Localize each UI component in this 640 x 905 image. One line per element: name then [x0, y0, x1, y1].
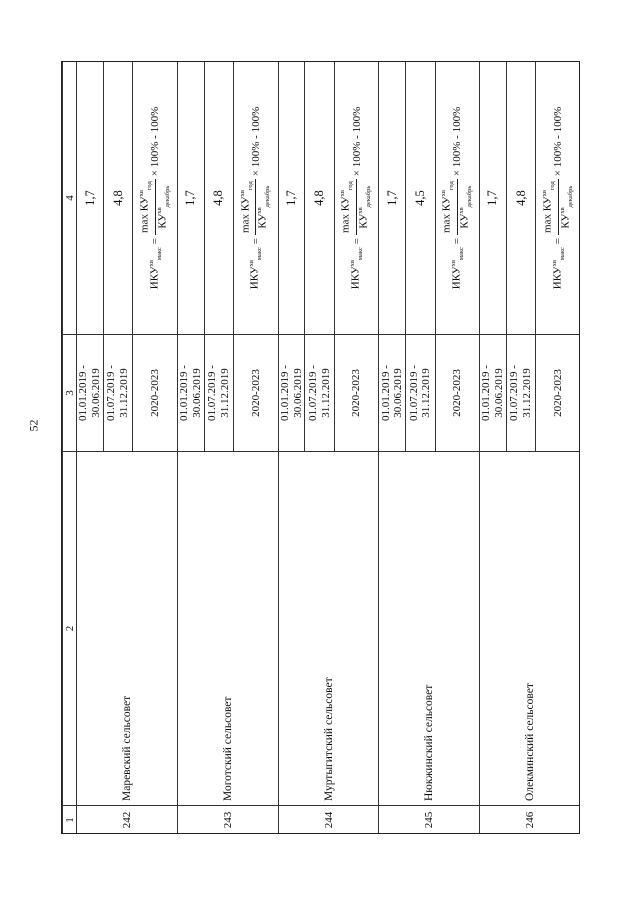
header-col-1: 1	[63, 806, 77, 835]
value-first-half: 1,7	[177, 62, 204, 335]
period-end: 30.06.2019	[291, 368, 304, 418]
period-end: 31.12.2019	[218, 368, 231, 418]
period-end: 31.12.2019	[420, 368, 433, 418]
formula-lhs: $ИКУ^{хв}_{макс}$	[349, 247, 364, 290]
period-start: 01.07.2019 -	[306, 365, 319, 421]
period-end: 30.06.2019	[190, 368, 203, 418]
table-row	[77, 62, 104, 835]
period-second-half	[204, 335, 233, 452]
row-number: 242	[77, 806, 178, 835]
period-start: 01.07.2019 -	[407, 365, 420, 421]
formula-numerator: $\max КУ^{хв}_{год}$	[240, 179, 257, 235]
formula-cell	[133, 62, 178, 335]
formula-cell	[334, 62, 379, 335]
period-start: 01.01.2019 -	[278, 365, 291, 421]
index-formula	[240, 107, 272, 290]
value-second-half: 4,8	[506, 62, 535, 335]
value-first-half: 1,7	[77, 62, 104, 335]
district-name: Моготский сельсовет	[177, 452, 278, 806]
formula-lhs: $ИКУ^{хв}_{макс}$	[550, 247, 566, 290]
value-first-half: 1,7	[379, 62, 406, 335]
row-number: 246	[480, 806, 580, 835]
period-first-half	[177, 335, 204, 452]
index-formula	[441, 107, 473, 290]
tariff-table-frame	[61, 61, 580, 834]
period-range: 2020-2023	[234, 335, 279, 452]
period-end: 30.06.2019	[392, 368, 405, 418]
period-range: 2020-2023	[133, 335, 178, 452]
period-range: 2020-2023	[536, 335, 580, 452]
table-row	[177, 62, 204, 835]
index-formula	[139, 107, 171, 290]
formula-denominator: $КУ^{хв}_{декабрь}$	[155, 185, 171, 229]
formula-numerator: $\max КУ^{хв}_{год}$	[542, 179, 559, 235]
header-col-2: 2	[63, 452, 77, 806]
value-second-half: 4,8	[305, 62, 334, 335]
index-formula	[542, 107, 574, 290]
period-start: 01.01.2019 -	[77, 365, 90, 421]
formula-cell	[435, 62, 480, 335]
formula-fraction	[340, 179, 372, 235]
formula-fraction	[240, 179, 272, 235]
period-second-half	[406, 335, 435, 452]
table-row	[379, 62, 406, 835]
district-name: Нюкжинский сельсовет	[379, 452, 480, 806]
period-start: 01.01.2019 -	[379, 365, 392, 421]
period-start: 01.01.2019 -	[480, 365, 493, 421]
row-number: 243	[177, 806, 278, 835]
formula-cell	[536, 62, 580, 335]
row-number: 245	[379, 806, 480, 835]
period-range: 2020-2023	[334, 335, 379, 452]
table-header-row	[63, 62, 77, 835]
formula-denominator: $КУ^{хв}_{декабрь}$	[256, 185, 272, 229]
formula-equals: =	[350, 238, 363, 245]
table-row	[278, 62, 305, 835]
period-end: 31.12.2019	[319, 368, 332, 418]
tariff-table	[62, 61, 580, 834]
formula-fraction	[139, 179, 171, 235]
formula-cell	[234, 62, 279, 335]
header-col-3: 3	[63, 335, 77, 452]
district-name: Муртыгитский сельсовет	[278, 452, 379, 806]
formula-tail: × 100% - 100%	[149, 106, 162, 177]
period-second-half	[305, 335, 334, 452]
formula-fraction	[441, 179, 473, 235]
formula-tail: × 100% - 100%	[350, 106, 363, 177]
formula-equals: =	[149, 238, 162, 245]
page-number: 52	[26, 419, 41, 432]
period-start: 01.07.2019 -	[508, 365, 521, 421]
formula-tail: × 100% - 100%	[552, 106, 565, 177]
district-name: Олекминский сельсовет	[480, 452, 580, 806]
value-second-half: 4,5	[406, 62, 435, 335]
formula-denominator: $КУ^{хв}_{декабрь}$	[558, 185, 574, 229]
value-first-half: 1,7	[480, 62, 507, 335]
value-second-half: 4,8	[103, 62, 132, 335]
period-end: 30.06.2019	[90, 368, 103, 418]
value-first-half: 1,7	[278, 62, 305, 335]
period-start: 01.07.2019 -	[206, 365, 219, 421]
formula-fraction	[542, 179, 574, 235]
formula-numerator: $\max КУ^{хв}_{год}$	[139, 179, 156, 235]
header-col-4: 4	[63, 62, 77, 335]
formula-denominator: $КУ^{хв}_{декабрь}$	[457, 185, 473, 229]
formula-numerator: $\max КУ^{хв}_{год}$	[441, 179, 458, 235]
formula-equals: =	[451, 238, 464, 245]
period-first-half	[379, 335, 406, 452]
formula-equals: =	[249, 238, 262, 245]
period-end: 30.06.2019	[492, 368, 505, 418]
formula-denominator: $КУ^{хв}_{декабрь}$	[357, 185, 372, 229]
index-formula	[340, 107, 372, 290]
formula-lhs: $ИКУ^{хв}_{макс}$	[449, 247, 465, 290]
formula-equals: =	[552, 238, 565, 245]
period-end: 31.12.2019	[118, 368, 131, 418]
row-number: 244	[278, 806, 379, 835]
formula-lhs: $ИКУ^{хв}_{макс}$	[248, 247, 264, 290]
period-first-half	[278, 335, 305, 452]
period-start: 01.01.2019 -	[178, 365, 191, 421]
period-end: 31.12.2019	[521, 368, 534, 418]
period-first-half	[480, 335, 507, 452]
formula-numerator: $\max КУ^{хв}_{год}$	[340, 179, 357, 235]
formula-lhs: $ИКУ^{хв}_{макс}$	[147, 247, 163, 290]
table-row	[480, 62, 507, 835]
period-second-half	[506, 335, 535, 452]
period-second-half	[103, 335, 132, 452]
period-first-half	[77, 335, 104, 452]
period-range: 2020-2023	[435, 335, 480, 452]
period-start: 01.07.2019 -	[105, 365, 118, 421]
formula-tail: × 100% - 100%	[249, 106, 262, 177]
value-second-half: 4,8	[204, 62, 233, 335]
table-canvas-rotated	[62, 62, 580, 834]
district-name: Маревский сельсовет	[77, 452, 178, 806]
formula-tail: × 100% - 100%	[451, 106, 464, 177]
